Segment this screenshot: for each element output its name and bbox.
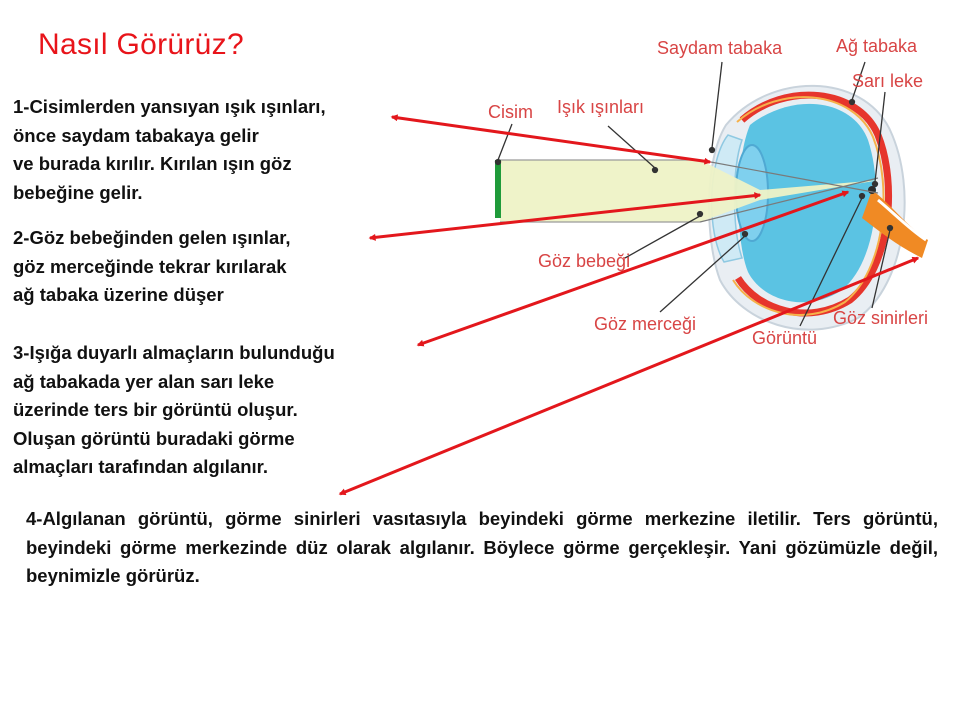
step-4-text: 4-Algılanan görüntü, görme sinirleri vasıtasıyla beyindeki görme merkezine iletilir. Ters görüntü, beyindeki görme merkezinde düz olarak algılanır. Böylece görme gerçekleşir. Yani gözümüzle değil, beynimizle görürüz.	[26, 508, 938, 586]
label-goruntu: Görüntü	[752, 328, 818, 348]
step-3-line: üzerinde ters bir görüntü oluşur.	[13, 399, 298, 420]
step-3-line: 3-Işığa duyarlı almaçların bulunduğu	[13, 342, 335, 363]
step-3-text	[13, 339, 335, 482]
step-1-line: 1-Cisimlerden yansıyan ışık ışınları,	[13, 96, 326, 117]
step-2-line: ağ tabaka üzerine düşer	[13, 284, 224, 305]
arrow-step1	[392, 117, 710, 162]
label-sari-leke: Sarı leke	[852, 71, 924, 91]
arrow-step4	[340, 258, 918, 494]
label-goz-bebegi: Göz bebeği	[538, 251, 631, 271]
step-2-line: göz merceğinde tekrar kırılarak	[13, 255, 287, 277]
step-3-line: ağ tabakada yer alan sarı leke	[13, 370, 275, 392]
step-3-line: almaçları tarafından algılanır.	[13, 456, 268, 477]
step-1-text	[13, 93, 326, 207]
step-2-text	[13, 224, 291, 310]
label-ag-tabaka: Ağ tabaka	[836, 36, 918, 56]
label-goz-mercegi: Göz merceği	[594, 314, 697, 334]
step-2-line: 2-Göz bebeğinden gelen ışınlar,	[13, 227, 291, 248]
page-title: Nasıl Görürüz?	[38, 28, 244, 61]
object-bar	[495, 160, 501, 218]
label-cisim: Cisim	[488, 102, 533, 122]
label-goz-sinirleri: Göz sinirleri	[833, 308, 929, 328]
step-1-line: önce saydam tabakaya gelir	[13, 124, 259, 146]
label-isik-isinlari: Işık ışınları	[557, 97, 645, 117]
eye-illustration	[709, 86, 928, 330]
step-1-line: bebeğine gelir.	[13, 181, 143, 203]
label-saydam-tabaka: Saydam tabaka	[657, 38, 783, 58]
step-1-line: ve burada kırılır. Kırılan ışın göz	[13, 153, 292, 174]
step-3-line: Oluşan görüntü buradaki görme	[13, 427, 295, 449]
